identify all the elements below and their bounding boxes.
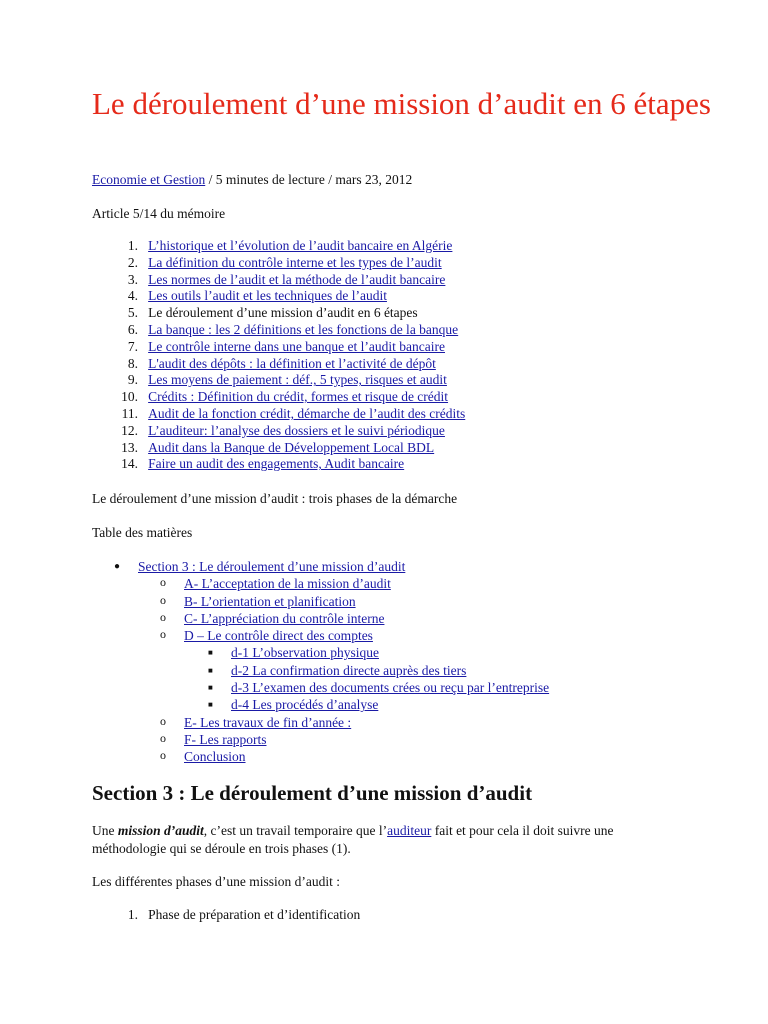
phases-intro: Les différentes phases d’une mission d’audit : — [92, 874, 340, 889]
item-number: 9. — [127, 372, 138, 388]
item-number: 2. — [127, 254, 138, 270]
toc-item — [92, 558, 549, 575]
list-item — [92, 255, 465, 272]
item-number: 7. — [127, 338, 138, 354]
toc-link-d[interactable]: D – Le contrôle direct des comptes — [184, 628, 373, 644]
paragraph — [92, 822, 682, 857]
series-link[interactable]: La définition du contrôle interne et les types de l’audit — [148, 254, 442, 270]
read-time: 5 minutes de lecture — [215, 172, 325, 187]
square-bullet-icon: ■ — [208, 683, 213, 693]
series-link[interactable]: Audit de la fonction crédit, démarche de l’audit des crédits — [148, 405, 466, 421]
circle-bullet-icon: o — [160, 748, 166, 763]
item-number: 13. — [121, 439, 138, 455]
toc-link-b[interactable]: B- L’orientation et planification — [184, 593, 356, 609]
list-item — [92, 339, 465, 356]
item-number: 14. — [121, 456, 138, 472]
toc-item — [92, 610, 549, 627]
list-item — [92, 423, 465, 440]
intro-text: Le déroulement d’une mission d’audit : trois phases de la démarche — [92, 491, 458, 506]
series-link[interactable]: L'audit des dépôts : la définition et l’activité de dépôt — [148, 355, 436, 371]
post-date: mars 23, 2012 — [335, 172, 413, 187]
series-link[interactable]: Crédits : Définition du crédit, formes et risque de crédit — [148, 389, 449, 405]
series-link[interactable]: L’historique et l’évolution de l’audit bancaire en Algérie — [148, 238, 453, 253]
square-bullet-icon: ■ — [208, 648, 213, 658]
toc-link-e[interactable]: E- Les travaux de fin d’année : — [184, 714, 352, 730]
meta-separator: / — [324, 172, 336, 187]
toc-item — [92, 748, 549, 765]
list-item — [92, 372, 465, 389]
series-list — [92, 238, 465, 473]
toc-item — [92, 662, 549, 679]
toc-link-f[interactable]: F- Les rapports — [184, 731, 267, 747]
series-link[interactable]: L’auditeur: l’analyse des dossiers et le suivi périodique — [148, 422, 445, 438]
toc-item — [92, 714, 549, 731]
toc-link-conclusion[interactable]: Conclusion — [184, 749, 246, 765]
series-link[interactable]: Le contrôle interne dans une banque et l’audit bancaire — [148, 338, 445, 354]
page-title: Le déroulement d’une mission d’audit en 6 étapes — [92, 86, 711, 121]
table-of-contents — [92, 558, 549, 766]
toc-item — [92, 627, 549, 644]
item-number: 6. — [127, 321, 138, 337]
toc-link-d2[interactable]: d-2 La confirmation directe auprès des tiers — [231, 662, 467, 678]
series-link[interactable]: Faire un audit des engagements, Audit bancaire — [148, 456, 405, 472]
toc-link-a[interactable]: A- L’acceptation de la mission d’audit — [184, 576, 391, 592]
phase-text: Phase de préparation et d’identification — [148, 907, 361, 922]
list-item — [92, 272, 465, 289]
list-item — [92, 406, 465, 423]
circle-bullet-icon: o — [160, 627, 166, 642]
list-item — [92, 456, 465, 473]
toc-item — [92, 575, 549, 592]
item-number: 1. — [127, 907, 138, 922]
section-heading: Section 3 : Le déroulement d’une mission d’audit — [92, 781, 533, 805]
toc-item — [92, 593, 549, 610]
disc-bullet-icon: ● — [114, 561, 121, 572]
post-meta — [92, 171, 412, 189]
item-number: 12. — [121, 422, 138, 438]
toc-item — [92, 644, 549, 661]
para-text: Une — [92, 823, 118, 838]
toc-item — [92, 679, 549, 696]
category-link[interactable]: Economie et Gestion — [92, 172, 206, 187]
toc-item — [92, 696, 549, 713]
toc-link-section[interactable]: Section 3 : Le déroulement d’une mission d’audit — [138, 559, 406, 574]
current-article: Le déroulement d’une mission d’audit en 6 étapes — [148, 305, 418, 321]
para-text: fait et pour cela il doit suivre une méthodologie qui se déroule en trois phases (1). — [92, 823, 614, 856]
toc-link-c[interactable]: C- L’appréciation du contrôle interne — [184, 610, 385, 626]
item-number: 10. — [121, 389, 138, 405]
square-bullet-icon: ■ — [208, 665, 213, 675]
item-number: 5. — [127, 305, 138, 321]
series-link[interactable]: Audit dans la Banque de Développement Local BDL — [148, 439, 435, 455]
item-number: 8. — [127, 355, 138, 371]
toc-item — [92, 731, 549, 748]
circle-bullet-icon: o — [160, 730, 166, 745]
series-link[interactable]: La banque : les 2 définitions et les fonctions de la banque — [148, 321, 459, 337]
list-item — [92, 440, 465, 457]
list-item — [92, 288, 465, 305]
list-item — [92, 389, 465, 406]
article-label: Article 5/14 du mémoire — [92, 206, 226, 221]
meta-separator: / — [205, 172, 216, 187]
item-number: 3. — [127, 271, 138, 287]
item-number: 1. — [127, 238, 138, 253]
list-item — [92, 305, 465, 322]
square-bullet-icon: ■ — [208, 700, 213, 710]
circle-bullet-icon: o — [160, 592, 166, 607]
para-text: , c’est un travail temporaire que l’ — [203, 823, 388, 838]
circle-bullet-icon: o — [160, 575, 166, 590]
list-item — [92, 356, 465, 373]
series-link[interactable]: Les normes de l’audit et la méthode de l’audit bancaire — [148, 271, 446, 287]
series-link[interactable]: Les outils l’audit et les techniques de l’audit — [148, 288, 387, 304]
item-number: 4. — [127, 288, 138, 304]
list-item — [92, 238, 465, 255]
toc-title: Table des matières — [92, 525, 193, 540]
toc-link-d1[interactable]: d-1 L’observation physique — [231, 645, 379, 661]
circle-bullet-icon: o — [160, 713, 166, 728]
list-item — [92, 322, 465, 339]
toc-link-d4[interactable]: d-4 Les procédés d’analyse — [231, 697, 379, 713]
toc-link-d3[interactable]: d-3 L’examen des documents crées ou reçu par l’entreprise — [231, 680, 550, 696]
phase-list-item — [92, 906, 360, 924]
circle-bullet-icon: o — [160, 609, 166, 624]
series-link[interactable]: Les moyens de paiement : déf., 5 types, risques et audit — [148, 372, 447, 388]
item-number: 11. — [121, 405, 138, 421]
auditeur-link[interactable]: auditeur — [387, 823, 432, 838]
emphasis-text: mission d’audit — [117, 823, 204, 838]
